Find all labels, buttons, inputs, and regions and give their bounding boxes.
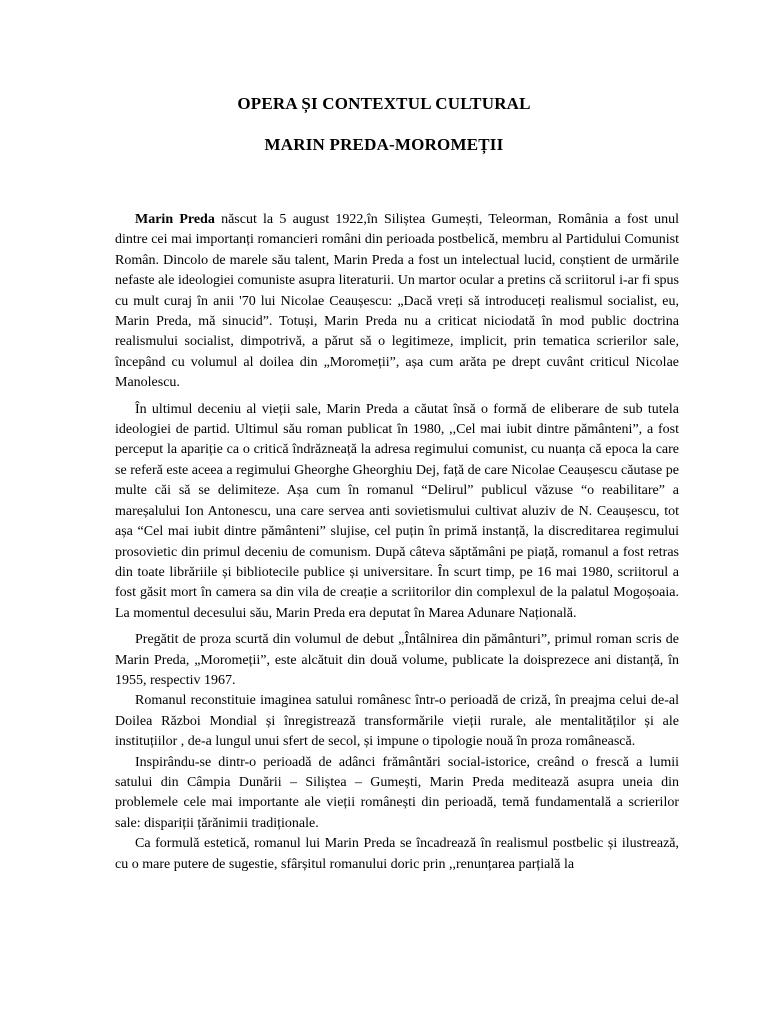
paragraph-1-text: născut la 5 august 1922,în Siliștea Gumești, Teleorman, România a fost unul dintre cei mai importanți romancieri români din perioada postbelică, membru al Partidului Comunist Român. Dincolo de marele său talent, Marin Preda a fost un intelectual lucid, conștient de urmările nefaste ale ideologiei comuniste asupra literaturii. Un martor ocular a pretins că scriitorul i-ar fi spus cu mult curaj în anii '70 lui Nicolae Ceaușescu: „Dacă vreți să introduceți realismul socialist, eu, Marin Preda, mă sinucid”. Totuși, Marin Preda nu a criticat niciodată în mod public doctrina realismului socialist, dimpotrivă, a părut să o legitimeze, implicit, prin tematica scrierilor sale, începând cu volumul al doilea din „Moromeții”, așa cum arăta pe drept cuvânt criticul Nicolae Manolescu.: [115, 212, 679, 391]
paragraph-2: În ultimul deceniu al vieții sale, Marin Preda a căutat însă o formă de eliberare de sub tutela ideologiei de partid. Ultimul său roman publicat în 1980, ,,Cel mai iubit dintre pământeni”, a fost perceput la apariție ca o critică îndrăzneață la adresa regimului comunist, cu nuanța că epoca la care se referă este aceea a regimului Gheorghe Gheorghiu Dej, față de care Nicolae Ceaușescu căutase pe multe căi să se delimiteze. Așa cum în romanul “Delirul” publicul văzuse “o reabilitare” a mareșalului Ion Antonescu, una care servea anti sovietismului cultivat aluziv de N. Ceaușescu, tot așa “Cel mai iubit dintre pământeni” slujise, cel puțin în primă instanță, la discreditarea regimului prosovietic din primul deceniu de comunism. După câteva săptămâni pe piață, romanul a fost retras din toate librăriile și bibliotecile publice și universitare. În scurt timp, pe 16 mai 1980, scriitorul a fost găsit mort în camera sa din vila de creație a scriitorilor din complexul de la palatul Mogoșoaia. La momentul decesului său, Marin Preda era deputat în Marea Adunare Națională.: [115, 401, 679, 621]
paragraph-4: Romanul reconstituie imaginea satului românesc într-o perioadă de criză, în preajma celui de-al Doilea Război Mondial și înregistrează transformările vieții rurale, ale mentalităților și ale instituțiilor , de-a lungul unui sfert de secol, și impune o tipologie nouă în proza românească.: [115, 693, 679, 750]
document-title-line-1: OPERA ȘI CONTEXTUL CULTURAL: [237, 94, 531, 113]
paragraph-3: Pregătit de proza scurtă din volumul de debut „Întâlnirea din pământuri”, primul roman scris de Marin Preda, „Moromeții”, este alcătuit din două volume, publicate la doisprezece ani distanță, în 1955, respectiv 1967.: [115, 632, 679, 688]
document-title-line-2: MARIN PREDA-MOROMEȚII: [264, 135, 504, 154]
paragraph-1-lead-name: Marin Preda: [135, 212, 215, 227]
document-body: [115, 210, 679, 875]
paragraph-6: Ca formulă estetică, romanul lui Marin Preda se încadrează în realismul postbelic și ilustrează, cu o mare putere de sugestie, sfârșitul romanului doric prin ,,renunțarea parțială la: [115, 836, 679, 872]
paragraph-1: [115, 210, 679, 394]
paragraph-5: Inspirându-se dintr-o perioadă de adânci frământări social-istorice, creând o frescă a lumii satului din Câmpia Dunării – Siliștea – Gumești, Marin Preda meditează asupra uneia din problemele cele mai importante ale vieții românești din perioadă, temă fundamentală a scrierilor sale: dispariții țărănimii tradiționale.: [115, 754, 679, 831]
